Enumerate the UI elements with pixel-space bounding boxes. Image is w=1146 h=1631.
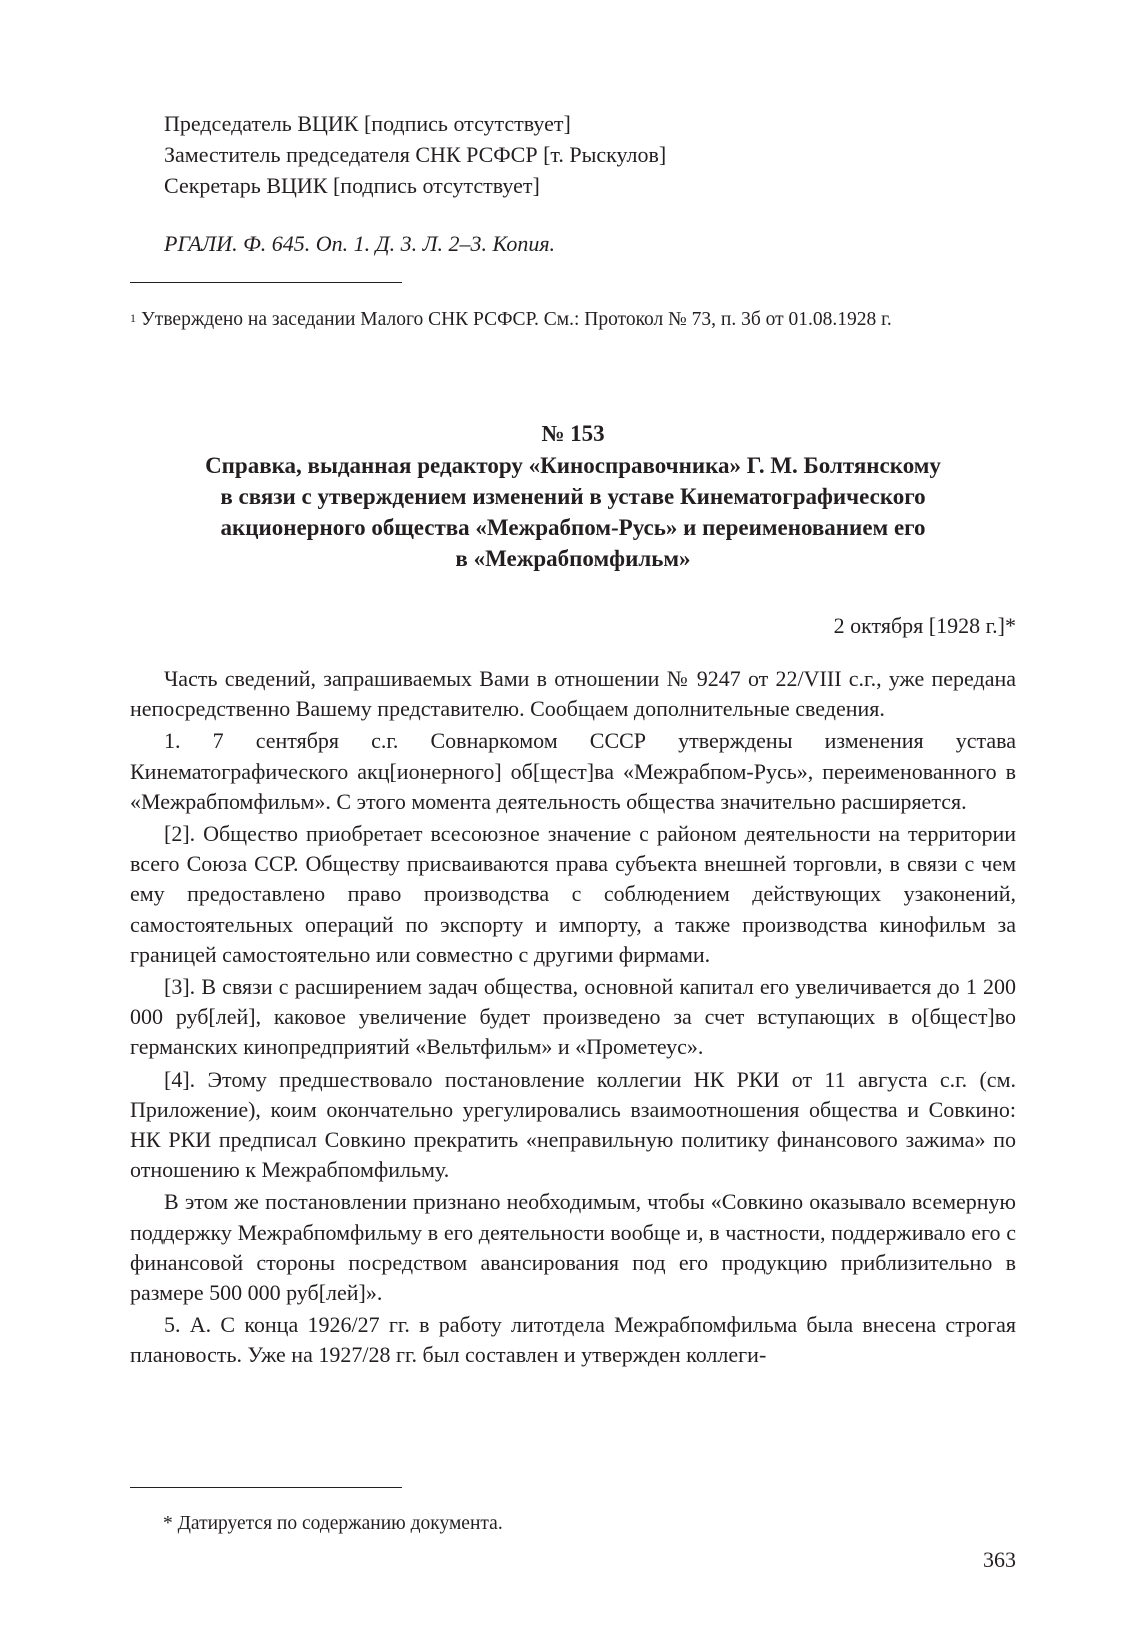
footnote-1 (130, 305, 1016, 335)
body-paragraph: 5. А. С конца 1926/27 гг. в работу литотдела Межрабпомфильма была внесена строгая плановость. Уже на 1927/28 гг. был составлен и утвержден коллеги- (130, 1312, 1016, 1368)
document-title-line: в «Межрабпомфильм» (455, 546, 691, 571)
signature-block (164, 108, 666, 201)
signature-line-secretary: Секретарь ВЦИК [подпись отсутствует] (164, 173, 540, 198)
signature-line-chairman: Председатель ВЦИК [подпись отсутствует] (164, 111, 571, 136)
document-title-line: в связи с утверждением изменений в уставе Кинематографического (220, 484, 926, 509)
document-body (130, 664, 1016, 1371)
body-paragraph: [4]. Этому предшествовало постановление коллегии НК РКИ от 11 августа с.г. (см. Приложение), коим окончательно урегулировались взаимоотношения общества и Совкино: НК РКИ предписал Совкино прекратить «неправильную политику финансового зажима» по отношению к Межрабпомфильму. (130, 1066, 1016, 1183)
footnote-divider (130, 282, 402, 283)
footnote-asterisk: * Датируется по содержанию документа. (163, 1513, 503, 1534)
archive-reference: РГАЛИ. Ф. 645. Оп. 1. Д. 3. Л. 2–3. Копия. (164, 231, 556, 256)
signature-line-deputy: Заместитель председателя СНК РСФСР [т. Рыскулов] (164, 142, 667, 167)
body-paragraph: В этом же постановлении признано необходимым, чтобы «Совкино оказывало всемерную поддержку Межрабпомфильму в его деятельности вообще и, в частности, поддерживало его с финансовой стороны посредством авансирования под его продукцию приблизительно в размере 500 000 руб[лей]». (130, 1189, 1016, 1306)
body-paragraph: 1. 7 сентября с.г. Совнаркомом СССР утверждены изменения устава Кинематографического акц[ионерного] об[щест]ва «Межрабпом-Русь», переименованного в «Межрабпомфильм». С этого момента деятельность общества значительно расширяется. (130, 728, 1016, 814)
footnote-text: Утверждено на заседании Малого СНК РСФСР. См.: Протокол № 73, п. 3б от 01.08.1928 г. (141, 309, 892, 330)
document-title (130, 450, 1016, 574)
body-paragraph: Часть сведений, запрашиваемых Вами в отношении № 9247 от 22/VIII с.г., уже передана непосредственно Вашему представителю. Сообщаем дополнительные сведения. (130, 666, 1016, 722)
document-number: № 153 (541, 421, 605, 446)
footnote-divider (130, 1487, 402, 1488)
document-title-line: акционерного общества «Межрабпом-Русь» и переименованием его (220, 515, 926, 540)
body-paragraph: [2]. Общество приобретает всесоюзное значение с районом деятельности на территории всего Союза ССР. Обществу присваиваются права субъекта внешней торговли, в связи с чем ему предоставлено право производства с соблюдением действующих узаконений, самостоятельных операций по экспорту и импорту, а также производства кинофильм за границей самостоятельно или совместно с другими фирмами. (130, 821, 1016, 967)
body-paragraph: [3]. В связи с расширением задач общества, основной капитал его увеличивается до 1 200 000 руб[лей], каковое увеличение будет произведено за счет вступающих в о[бщест]во германских кинопредприятий «Вельтфильм» и «Прометеус». (130, 974, 1016, 1060)
document-date: 2 октября [1928 г.]* (833, 613, 1016, 638)
footnote-marker: 1 (130, 311, 136, 325)
document-title-line: Справка, выданная редактору «Киносправочника» Г. М. Болтянскому (205, 453, 941, 478)
page-number: 363 (983, 1547, 1016, 1572)
